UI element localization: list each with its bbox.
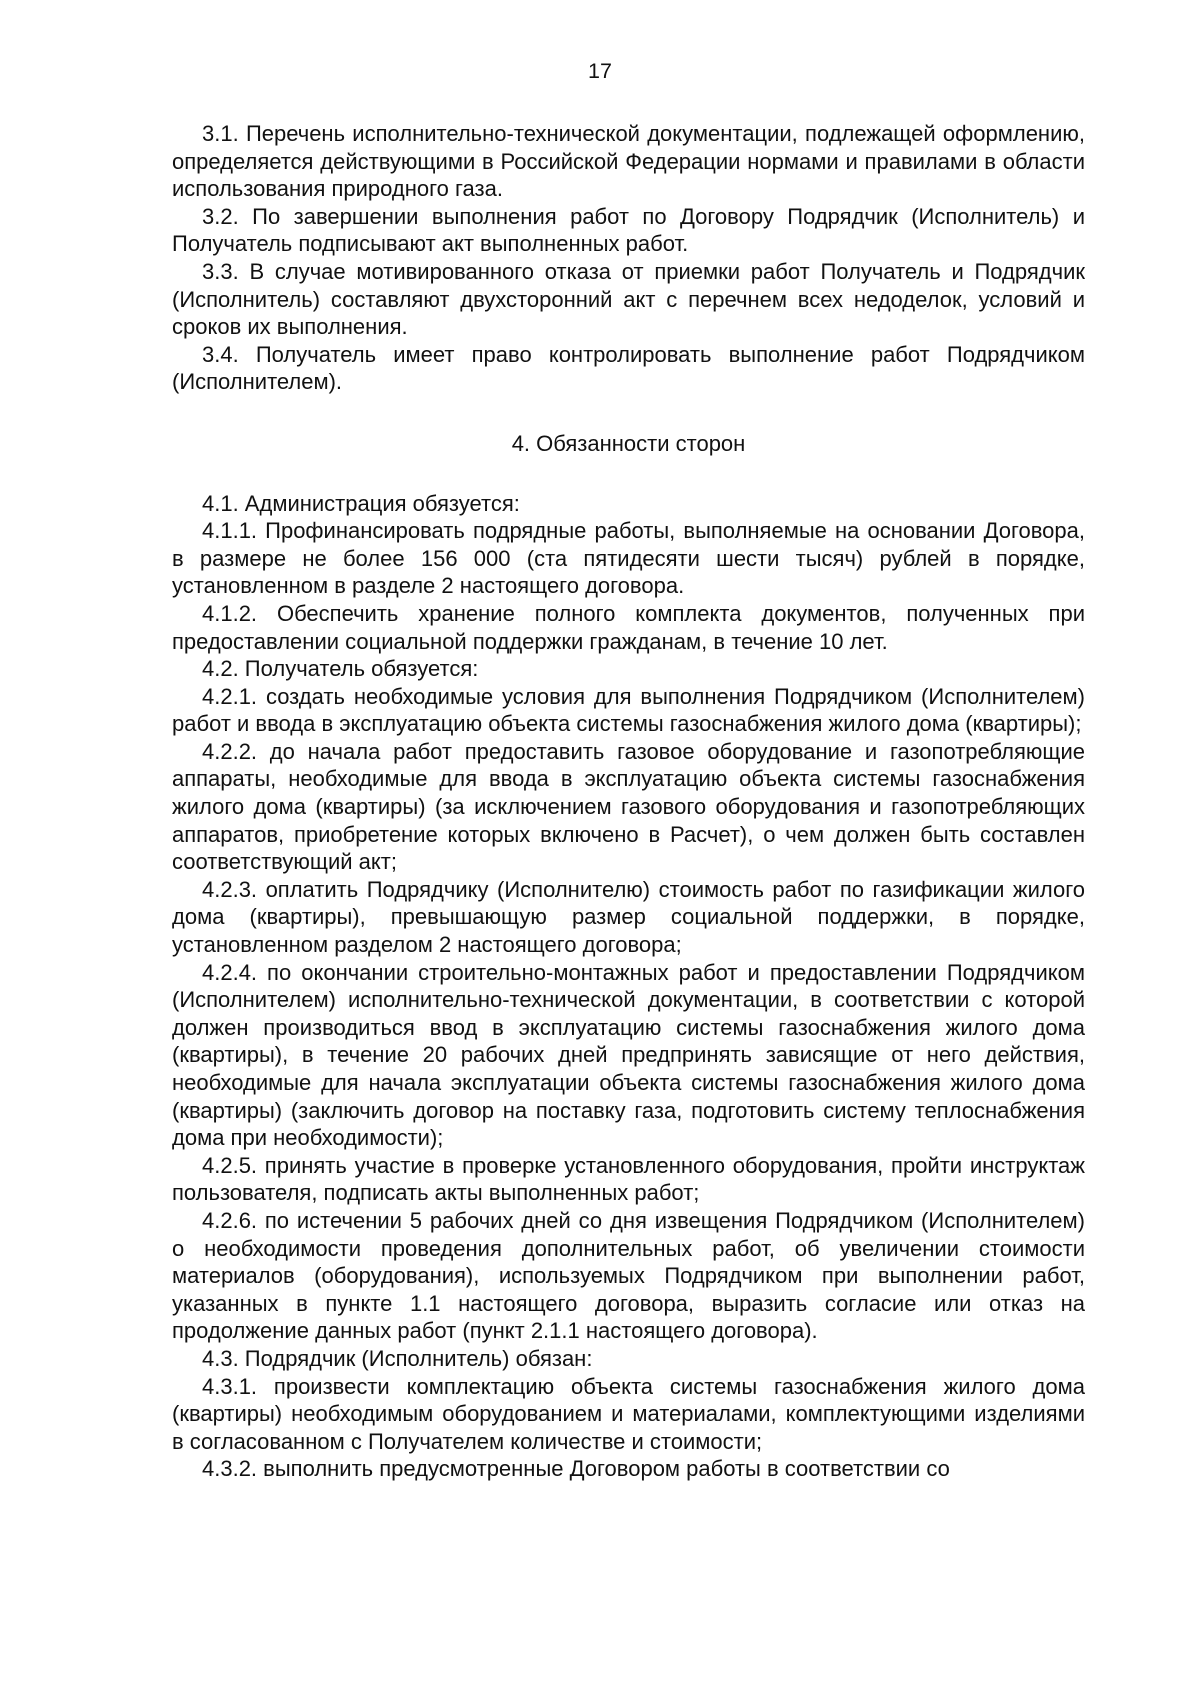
paragraph-4-2-3: 4.2.3. оплатить Подрядчику (Исполнителю) стоимость работ по газификации жилого дома (квартиры), превышающую размер социальной поддержки, в порядке, установленном разделом 2 настоящего договора; <box>172 876 1085 958</box>
paragraph-4-2-4: 4.2.4. по окончании строительно-монтажных работ и предоставлении Подрядчиком (Исполнителем) исполнительно-технической документации, в соответствии с которой должен производиться ввод в эксплуатацию системы газоснабжения жилого дома (квартиры), в течение 20 рабочих дней предпринять зависящие от него действия, необходимые для начала эксплуатации объекта системы газоснабжения жилого дома (квартиры) (заключить договор на поставку газа, подготовить систему теплоснабжения дома при необходимости); <box>172 959 1085 1151</box>
document-body <box>172 120 1085 1483</box>
paragraph-4-3-1: 4.3.1. произвести комплектацию объекта системы газоснабжения жилого дома (квартиры) необходимым оборудованием и материалами, комплектующими изделиями в согласованном с Получателем количестве и стоимости; <box>172 1373 1085 1454</box>
paragraph-4-2-1: 4.2.1. создать необходимые условия для выполнения Подрядчиком (Исполнителем) работ и ввода в эксплуатацию объекта системы газоснабжения жилого дома (квартиры); <box>172 683 1085 737</box>
paragraph-3-2: 3.2. По завершении выполнения работ по Договору Подрядчик (Исполнитель) и Получатель подписывают акт выполненных работ. <box>172 203 1085 257</box>
paragraph-3-4: 3.4. Получатель имеет право контролировать выполнение работ Подрядчиком (Исполнителем). <box>172 341 1085 395</box>
paragraph-4-1-2: 4.1.2. Обеспечить хранение полного комплекта документов, полученных при предоставлении социальной поддержки гражданам, в течение 10 лет. <box>172 600 1085 654</box>
paragraph-3-1: 3.1. Перечень исполнительно-технической документации, подлежащей оформлению, определяется действующими в Российской Федерации нормами и правилами в области использования природного газа. <box>172 121 1085 202</box>
paragraph-4-1: 4.1. Администрация обязуется: <box>202 490 520 516</box>
paragraph-4-3-2: 4.3.2. выполнить предусмотренные Договором работы в соответствии со <box>202 1456 950 1482</box>
paragraph-4-3: 4.3. Подрядчик (Исполнитель) обязан: <box>202 1345 593 1371</box>
page-number: 17 <box>588 59 612 83</box>
paragraph-4-2-2: 4.2.2. до начала работ предоставить газовое оборудование и газопотребляющие аппараты, необходимые для ввода в эксплуатацию объекта системы газоснабжения жилого дома (квартиры) (за исключением газового оборудования и газопотребляющих аппаратов, приобретение которых включено в Расчет), о чем должен быть составлен соответствующий акт; <box>172 738 1085 875</box>
paragraph-3-3: 3.3. В случае мотивированного отказа от приемки работ Получатель и Подрядчик (Исполнитель) составляют двухсторонний акт с перечнем всех недоделок, условий и сроков их выполнения. <box>172 258 1085 340</box>
paragraph-4-2: 4.2. Получатель обязуется: <box>202 656 479 682</box>
paragraph-4-1-1: 4.1.1. Профинансировать подрядные работы, выполняемые на основании Договора, в размере не более 156 000 (ста пятидесяти шести тысяч) рублей в порядке, установленном в разделе 2 настоящего договора. <box>172 518 1085 599</box>
section-heading: 4. Обязанности сторон <box>511 430 746 456</box>
paragraph-4-2-6: 4.2.6. по истечении 5 рабочих дней со дня извещения Подрядчиком (Исполнителем) о необходимости проведения дополнительных работ, об увеличении стоимости материалов (оборудования), используемых Подрядчиком при выполнении работ, указанных в пункте 1.1 настоящего договора, выразить согласие или отказ на продолжение данных работ (пункт 2.1.1 настоящего договора). <box>172 1207 1085 1344</box>
paragraph-4-2-5: 4.2.5. принять участие в проверке установленного оборудования, пройти инструктаж пользователя, подписать акты выполненных работ; <box>172 1152 1085 1206</box>
